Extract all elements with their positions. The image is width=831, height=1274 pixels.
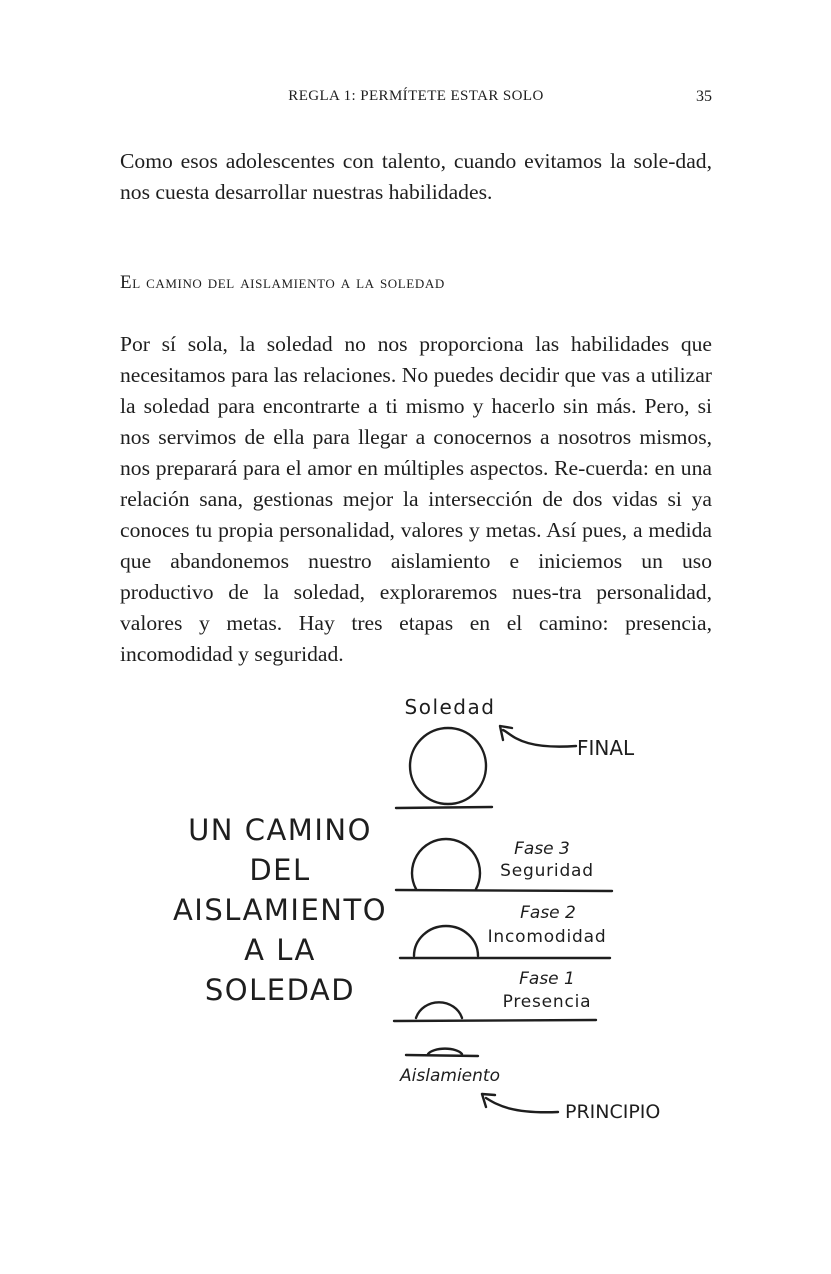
intro-paragraph: Como esos adolescentes con talento, cuando evitamos la sole-dad, nos cuesta desarrollar nuestras habilidades.	[120, 149, 712, 204]
diagram-title-line: A LA	[244, 933, 316, 967]
final-label: FINAL	[577, 736, 635, 760]
main-paragraph: Por sí sola, la soledad no nos proporciona las habilidades que necesitamos para las relaciones. No puedes decidir que vas a utilizar la soledad para encontrarte a ti mismo y hacerlo sin más. Pero, si nos servimos de ella para llegar a conocernos a nosotros mismos, nos preparará para el amor en múltiples aspectos. Re-cuerda: en una relación sana, gestionas mejor la intersección de dos vidas si ya conoces tu propia personalidad, valores y metas. Así pues, a medida que abandonemos nuestro aislamiento e iniciemos un uso productivo de la soledad, exploraremos nues-tra personalidad, valores y metas. Hay tres etapas en el camino: presencia, incomodidad y seguridad.	[120, 332, 712, 666]
phase3-name: Fase 3	[514, 839, 570, 859]
running-title: REGLA 1: PERMÍTETE ESTAR SOLO	[288, 88, 544, 104]
ground-line	[396, 807, 492, 808]
full-circle-shape	[410, 728, 486, 804]
diagram-title-line: SOLEDAD	[204, 973, 356, 1007]
start-arrow	[486, 1098, 558, 1112]
phase1-name: Fase 1	[519, 969, 575, 989]
phase2-name: Fase 2	[520, 903, 576, 923]
phase2-label: Incomodidad	[487, 927, 607, 947]
ground-line	[394, 1020, 596, 1021]
start-label: PRINCIPIO	[565, 1101, 661, 1123]
ground-line	[396, 890, 612, 891]
diagram-title-line: AISLAMIENTO	[172, 893, 388, 927]
bottom-label: Aislamiento	[400, 1066, 500, 1086]
diagram-title-line: UN CAMINO	[188, 813, 372, 847]
phase1-shape	[416, 1002, 462, 1018]
running-head	[120, 88, 712, 108]
stages-diagram	[160, 690, 720, 1130]
diagram-title-line: DEL	[249, 853, 311, 887]
phase3-shape	[412, 839, 480, 889]
section-heading: El camino del aislamiento a la soledad	[120, 272, 445, 293]
phase2-shape	[414, 926, 478, 956]
page-number: 35	[696, 88, 712, 105]
stages-drawing	[160, 690, 720, 1130]
isolation-shape	[428, 1049, 462, 1054]
ground-line	[406, 1055, 478, 1056]
phase3-label: Seguridad	[500, 861, 594, 881]
final-arrow	[503, 730, 576, 747]
phase1-label: Presencia	[502, 992, 592, 1012]
top-label: Soledad	[404, 695, 496, 719]
